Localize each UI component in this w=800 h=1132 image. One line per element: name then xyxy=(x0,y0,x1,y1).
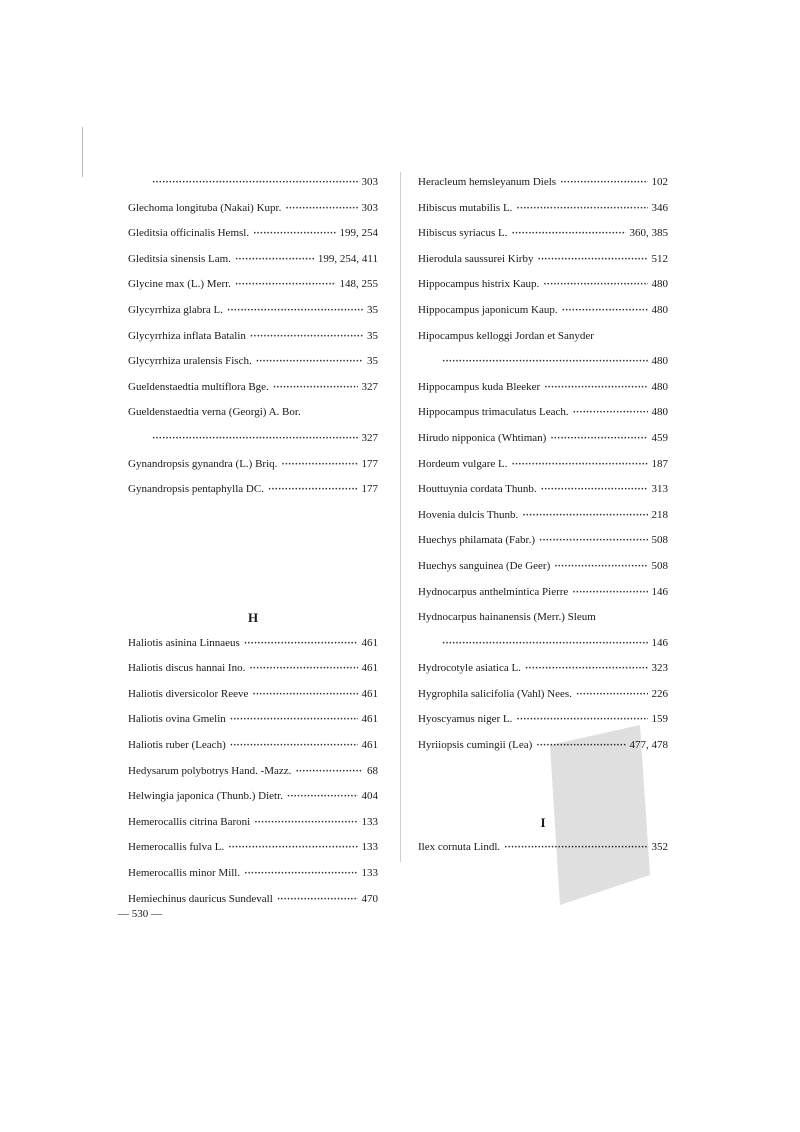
dot-leader xyxy=(273,375,358,401)
entry-pages: 512 xyxy=(651,252,668,265)
index-entry xyxy=(418,298,668,324)
seal-watermark xyxy=(540,725,650,905)
entry-pages: 404 xyxy=(361,790,378,803)
dot-leader xyxy=(287,784,358,810)
margin-mark xyxy=(82,127,83,177)
spacer xyxy=(128,554,378,605)
entry-name: Hedysarum polybotrys Hand. -Mazz. xyxy=(128,764,292,777)
dot-leader xyxy=(235,247,314,273)
entry-name: Hydnocarpus anthelmintica Pierre xyxy=(418,585,569,598)
entry-name: Hemerocallis citrina Baroni xyxy=(128,815,251,828)
entry-name: Gynandropsis gynandra (L.) Briq. xyxy=(128,457,278,470)
index-entry xyxy=(128,324,378,350)
entry-pages: 508 xyxy=(651,534,668,547)
dot-leader xyxy=(268,477,358,503)
section-heading: I xyxy=(540,814,546,830)
index-entry xyxy=(128,170,378,196)
entry-name: Hibiscus mutabilis L. xyxy=(418,201,513,214)
entry-pages: 508 xyxy=(651,559,668,572)
dot-leader xyxy=(228,835,357,861)
entry-pages: 461 xyxy=(361,713,378,726)
index-entry xyxy=(418,272,668,298)
dot-leader xyxy=(250,324,363,350)
dot-leader xyxy=(573,400,648,426)
entry-name: Hemerocallis fulva L. xyxy=(128,841,225,854)
entry-pages: 470 xyxy=(361,892,378,905)
index-entry xyxy=(418,528,668,554)
index-entry xyxy=(128,298,378,324)
dot-leader xyxy=(256,349,363,375)
dot-leader xyxy=(152,170,358,196)
entry-name: Hippocampus japonicum Kaup. xyxy=(418,303,558,316)
entry-pages: 35 xyxy=(367,303,378,316)
entry-pages: 68 xyxy=(367,764,378,777)
entry-name: Hierodula saussurei Kirby xyxy=(418,252,534,265)
dot-leader xyxy=(253,221,335,247)
dot-leader xyxy=(539,528,648,554)
entry-pages: 133 xyxy=(361,815,378,828)
index-entry xyxy=(128,452,378,478)
entry-name: Hibiscus syriacus L. xyxy=(418,227,508,240)
entry-name: Huechys sanguinea (De Geer) xyxy=(418,559,551,572)
index-entry xyxy=(418,503,668,529)
entry-name: Hemerocallis minor Mill. xyxy=(128,867,241,880)
index-entry xyxy=(128,810,378,836)
index-entry xyxy=(418,426,668,452)
index-entry xyxy=(418,477,668,503)
entry-pages: 199, 254, 411 xyxy=(317,252,378,265)
entry-pages: 313 xyxy=(651,483,668,496)
index-entry xyxy=(418,375,668,401)
entry-pages: 177 xyxy=(361,483,378,496)
entry-name: Hippocampus trimaculatus Leach. xyxy=(418,406,569,419)
entry-name: Huechys philamata (Fabr.) xyxy=(418,534,535,547)
index-entry xyxy=(128,631,378,657)
index-entry xyxy=(128,375,378,401)
entry-name: Ilex cornuta Lindl. xyxy=(418,841,501,854)
dot-leader xyxy=(442,631,648,657)
index-entry xyxy=(418,682,668,708)
dot-leader xyxy=(252,682,357,708)
entry-name: Gleditsia sinensis Lam. xyxy=(128,252,231,265)
index-entry xyxy=(128,272,378,298)
index-entry xyxy=(418,349,668,375)
dot-leader xyxy=(512,221,626,247)
entry-name: Haliotis ruber (Leach) xyxy=(128,739,226,752)
entry-name: Gueldenstaedtia multiflora Bge. xyxy=(128,380,269,393)
dot-leader xyxy=(152,426,358,452)
dot-leader xyxy=(285,196,357,222)
entry-pages: 480 xyxy=(651,380,668,393)
entry-name: Hipocampus kelloggi Jordan et Sanyder xyxy=(418,329,594,342)
entry-pages: 159 xyxy=(651,713,668,726)
entry-name: Haliotis asinina Linnaeus xyxy=(128,636,240,649)
dot-leader xyxy=(537,247,647,273)
entry-name: Hippocampus histrix Kaup. xyxy=(418,278,540,291)
entry-pages: 480 xyxy=(651,303,668,316)
entry-name: Heracleum hemsleyanum Diels xyxy=(418,176,557,188)
dot-leader xyxy=(543,272,647,298)
index-entry xyxy=(128,887,378,913)
entry-pages: 461 xyxy=(361,687,378,700)
dot-leader xyxy=(550,426,647,452)
entry-name: Hordeum vulgare L. xyxy=(418,457,508,470)
entry-name: Haliotis discus hannai Ino. xyxy=(128,662,246,675)
index-entry xyxy=(128,861,378,887)
entry-pages: 323 xyxy=(651,662,668,675)
entry-name: Glycine max (L.) Merr. xyxy=(128,278,231,291)
section-heading: H xyxy=(247,610,259,626)
entry-name: Hydrocotyle asiatica L. xyxy=(418,662,521,675)
dot-leader xyxy=(544,375,647,401)
dot-leader xyxy=(576,682,648,708)
dot-leader xyxy=(227,298,363,324)
entry-pages: 461 xyxy=(361,739,378,752)
entry-name: Glycyrrhiza uralensis Fisch. xyxy=(128,355,252,368)
index-column-left xyxy=(128,170,378,912)
dot-leader xyxy=(512,452,648,478)
index-entry xyxy=(128,196,378,222)
index-entry xyxy=(128,759,378,785)
entry-pages: 303 xyxy=(361,201,378,214)
index-entry xyxy=(418,196,668,222)
entry-name: Hyoscyamus niger L. xyxy=(418,713,513,726)
entry-pages: 480 xyxy=(651,355,668,368)
dot-leader xyxy=(541,477,648,503)
entry-name: Houttuynia cordata Thunb. xyxy=(418,483,537,496)
index-entry xyxy=(418,452,668,478)
index-entry xyxy=(128,426,378,452)
column-divider xyxy=(400,172,401,862)
entry-pages: 461 xyxy=(361,662,378,675)
entry-pages: 148, 255 xyxy=(339,278,378,291)
entry-pages: 199, 254 xyxy=(339,227,378,240)
dot-leader xyxy=(281,452,357,478)
entry-pages: 477, 478 xyxy=(629,739,668,752)
entry-pages: 133 xyxy=(361,841,378,854)
index-entry xyxy=(418,631,668,657)
index-entry xyxy=(418,170,668,196)
index-entry xyxy=(128,477,378,503)
entry-name: Hovenia dulcis Thunb. xyxy=(418,508,519,521)
entry-pages: 459 xyxy=(651,431,668,444)
dot-leader xyxy=(230,733,358,759)
entry-pages: 35 xyxy=(367,329,378,342)
entry-pages: 177 xyxy=(361,457,378,470)
dot-leader xyxy=(562,298,648,324)
entry-name: Hydnocarpus hainanensis (Merr.) Sleum xyxy=(418,611,596,624)
entry-pages: 480 xyxy=(651,406,668,419)
spacer xyxy=(128,503,378,554)
dot-leader xyxy=(554,554,647,580)
index-entry xyxy=(418,400,668,426)
dot-leader xyxy=(244,861,357,887)
dot-leader xyxy=(442,349,648,375)
entry-name: Glycyrrhiza glabra L. xyxy=(128,303,223,316)
entry-name: Helwingia japonica (Thunb.) Dietr. xyxy=(128,790,283,803)
dot-leader xyxy=(560,170,647,196)
entry-pages: 226 xyxy=(651,687,668,700)
entry-name: Glycyrrhiza inflata Batalin xyxy=(128,329,246,342)
dot-leader xyxy=(522,503,647,529)
dot-leader xyxy=(572,580,647,606)
dot-leader xyxy=(254,810,357,836)
entry-pages: 346 xyxy=(651,201,668,214)
index-entry xyxy=(418,324,668,350)
entry-pages: 327 xyxy=(361,431,378,444)
entry-name: Glechoma longituba (Nakai) Kupr. xyxy=(128,201,282,214)
dot-leader xyxy=(235,272,336,298)
index-entry xyxy=(128,247,378,273)
entry-pages: 360, 385 xyxy=(629,227,668,240)
entry-pages: 352 xyxy=(651,841,668,854)
dot-leader xyxy=(244,631,358,657)
index-entry xyxy=(418,554,668,580)
dot-leader xyxy=(277,887,358,913)
entry-pages: 133 xyxy=(361,867,378,880)
entry-name: Hemiechinus dauricus Sundevall xyxy=(128,892,273,905)
index-entry xyxy=(418,247,668,273)
entry-pages: 187 xyxy=(651,457,668,470)
entry-name: Haliotis ovina Gmelin xyxy=(128,713,226,726)
dot-leader xyxy=(230,707,358,733)
page-number: — 530 — xyxy=(118,908,162,920)
index-entry xyxy=(128,349,378,375)
entry-pages: 35 xyxy=(367,355,378,368)
entry-pages: 146 xyxy=(651,585,668,598)
index-entry xyxy=(128,682,378,708)
entry-name: Haliotis diversicolor Reeve xyxy=(128,687,249,700)
index-entry xyxy=(128,784,378,810)
index-entry xyxy=(128,835,378,861)
entry-name: Gynandropsis pentaphylla DC. xyxy=(128,483,264,496)
entry-pages: 218 xyxy=(651,508,668,521)
entry-name: Gleditsia officinalis Hemsl. xyxy=(128,227,250,240)
entry-name: Hippocampus kuda Bleeker xyxy=(418,380,541,393)
entry-pages: 480 xyxy=(651,278,668,291)
entry-pages: 146 xyxy=(651,636,668,649)
dot-leader xyxy=(516,196,647,222)
index-entry xyxy=(418,580,668,606)
index-entry xyxy=(128,733,378,759)
dot-leader xyxy=(295,759,363,785)
entry-pages: 327 xyxy=(361,380,378,393)
entry-name: Hygrophila salicifolia (Vahl) Nees. xyxy=(418,687,572,700)
entry-pages: 303 xyxy=(361,176,378,188)
index-entry xyxy=(128,656,378,682)
entry-name: Gueldenstaedtia verna (Georgi) A. Bor. xyxy=(128,406,301,419)
index-entry xyxy=(128,707,378,733)
entry-pages: 461 xyxy=(361,636,378,649)
index-entry xyxy=(418,605,668,631)
index-entry xyxy=(418,221,668,247)
entry-name: Hyriiopsis cumingii (Lea) xyxy=(418,739,533,752)
index-entry xyxy=(418,656,668,682)
entry-name: Hirudo nipponica (Whtiman) xyxy=(418,431,547,444)
dot-leader xyxy=(525,656,648,682)
dot-leader xyxy=(249,656,357,682)
entry-pages: 102 xyxy=(651,176,668,188)
index-entry xyxy=(128,221,378,247)
index-entry xyxy=(128,400,378,426)
